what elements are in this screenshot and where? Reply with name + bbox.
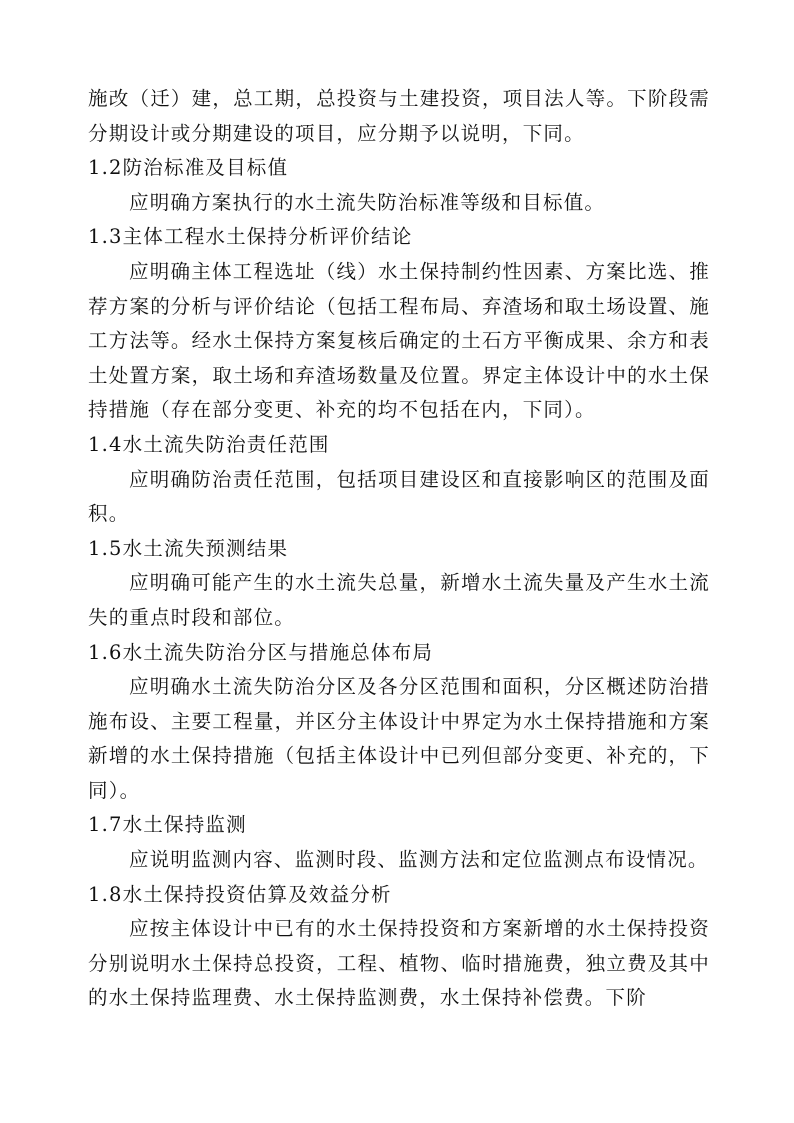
section-1-7-heading: 1.7水土保持监测: [88, 813, 247, 837]
section-1-5-body: 应明确可能产生的水土流失总量，新增水土流失量及产生水土流失的重点时段和部位。: [88, 571, 710, 629]
section-1-6-heading: 1.6水土流失防治分区与措施总体布局: [88, 640, 434, 664]
section-1-2-body: 应明确方案执行的水土流失防治标准等级和目标值。: [129, 190, 606, 214]
section-1-4-heading: 1.4水土流失防治责任范围: [88, 432, 330, 456]
section-1-6-body: 应明确水土流失防治分区及各分区范围和面积，分区概述防治措施布设、主要工程量，并区分主体设计中界定为水土保持措施和方案新增的水土保持措施（包括主体设计中已列但部分变更、补充的，下同）。: [88, 675, 710, 802]
section-1-4-body: 应明确防治责任范围，包括项目建设区和直接影响区的范围及面积。: [88, 467, 710, 526]
section-1-3-body: 应明确主体工程选址（线）水土保持制约性因素、方案比选、推荐方案的分析与评价结论（包括工程布局、弃渣场和取土场设置、施工方法等。经水土保持方案复核后确定的土石方平衡成果、余方和表土处置方案，取土场和弃渣场数量及位置。界定主体设计中的水土保持措施（存在部分变更、补充的均不包括在内，下同）。: [88, 259, 710, 422]
section-1-8-body: 应按主体设计中已有的水土保持投资和方案新增的水土保持投资分别说明水土保持总投资，工程、植物、临时措施费，独立费及其中的水土保持监理费、水土保持监测费，水土保持补偿费。下阶: [88, 917, 710, 1010]
section-1-8-heading: 1.8水土保持投资估算及效益分析: [88, 882, 392, 906]
document-body: [88, 82, 710, 1016]
section-1-5-heading: 1.5水土流失预测结果: [88, 536, 289, 560]
section-1-2-heading: 1.2防治标准及目标值: [88, 156, 289, 180]
para-continuation: 施改（迁）建，总工期，总投资与土建投资，项目法人等。下阶段需分期设计或分期建设的项目，应分期予以说明，下同。: [88, 87, 710, 145]
section-1-3-heading: 1.3主体工程水土保持分析评价结论: [88, 225, 413, 249]
section-1-7-body: 应说明监测内容、监测时段、监测方法和定位监测点布设情况。: [129, 848, 709, 872]
